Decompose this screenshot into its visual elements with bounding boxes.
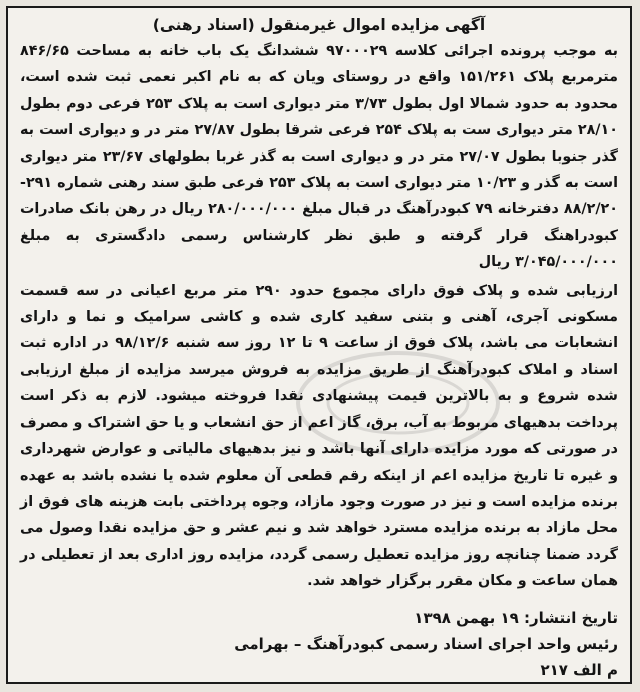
notice-body	[20, 38, 618, 595]
notice-paragraph-1: به موجب پرونده اجرائی کلاسه ۹۷۰۰۰۲۹ ششدانگ یک باب خانه به مساحت ۸۴۶/۶۵ مترمربع پلاک ۱۵۱/۲۶۱ واقع در روستای ویان که به نام اکبر نعمی ثبت شده است، محدود به حدود شمالا اول بطول ۳/۷۳ متر دیواری است به پلاک ۲۵۳ فرعی دوم بطول ۲۸/۱۰ متر دیواری ست به پلاک ۲۵۴ فرعی شرقا بطول ۲۷/۸۷ متر در و دیواری است به گذر جنوبا بطول ۲۷/۰۷ متر در و دیواری است به گذر غربا بطولهای ۲۳/۶۷ متر دیواری است به گذر و ۱۰/۲۳ متر دیواری است به پلاک ۲۵۳ فرعی طبق سند رهنی شماره ۲۹۱- ۸۸/۲/۲۰ دفترخانه ۷۹ کبودرآهنگ در قبال مبلغ ۲۸۰/۰۰۰/۰۰۰ ریال در رهن بانک صادرات کبودراهنگ قرار گرفته و طبق نظر کارشناس رسمی دادگستری به مبلغ ۳/۰۴۵/۰۰۰/۰۰۰ ریال	[20, 43, 618, 271]
signatory: رئیس واحد اجرای اسناد رسمی کبودرآهنگ – بهرامی	[234, 634, 618, 653]
notice-title: آگهی مزایده اموال غیرمنقول (اسناد رهنی)	[152, 16, 486, 34]
reference-code: م الف ۲۱۷	[540, 660, 618, 679]
notice-paragraph-2: ارزیابی شده و پلاک فوق دارای مجموع حدود ۲۹۰ متر مربع اعیانی در سه قسمت مسکونی آجری، آهنی و بتنی سفید کاری شده و کاشی سرامیک و نما و دارای انشعابات می باشد، پلاک فوق از ساعت ۹ تا ۱۲ روز سه شنبه ۹۸/۱۲/۶ در اداره ثبت اسناد و املاک کبودرآهنگ از طریق مزایده به فروش میرسد مزایده از مبلغ ارزیابی شده شروع و به بالاترین قیمت پیشنهادی نقدا فروخته میشود. لازم به ذکر است پرداخت بدهیهای مربوط به آب، برق، گاز اعم از حق انشعاب و یا حق اشتراک و مصرف در صورتی که مورد مزایده دارای آنها باشد و نیز بدهیهای مالیاتی و عوارض شهرداری و غیره تا تاریخ مزایده اعم از اینکه رقم قطعی آن معلوم شده یا نشده باشد به عهده برنده مزایده است و نیز در صورت وجود مازاد، وجوه پرداختی بابت هزینه های فوق از محل مازاد به برنده مزایده مسترد خواهد شد و نیم عشر و حق مزایده نقدا وصول می گردد ضمنا چنانچه روز مزایده تعطیل رسمی گردد، مزایده روز اداری بعد از تعطیلی در همان ساعت و مکان مقرر برگزار خواهد شد.	[20, 282, 619, 590]
publish-date: تاریخ انتشار: ۱۹ بهمن ۱۳۹۸	[414, 608, 618, 627]
notice-frame	[6, 6, 632, 684]
notice-footer	[20, 605, 618, 683]
